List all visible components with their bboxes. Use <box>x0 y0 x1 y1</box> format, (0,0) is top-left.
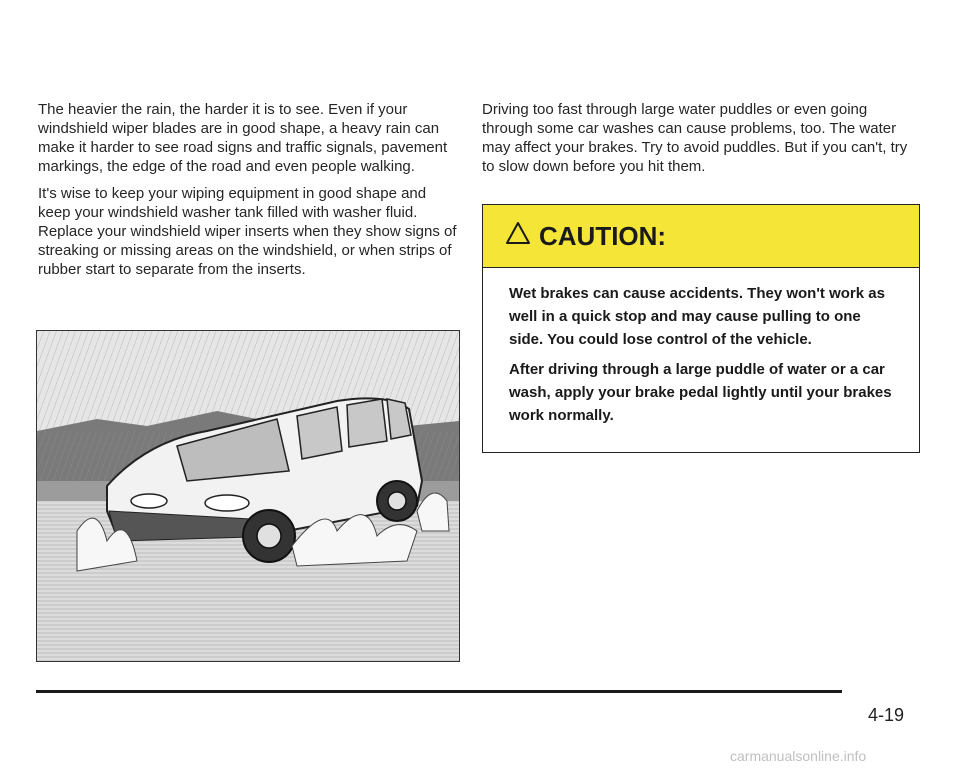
left-paragraph-1: The heavier the rain, the harder it is to see. Even if your windshield wiper blades are in good shape, a heavy rain can make it harder to see road signs and traffic signals, pavement markings, the edge of the road and even people walking. <box>38 101 448 175</box>
right-column <box>482 100 922 184</box>
watermark-text: carmanualsonline.info <box>730 748 867 764</box>
left-column <box>38 100 458 287</box>
caution-header <box>483 205 919 268</box>
page-number: 4-19 <box>868 705 905 725</box>
minivan-illustration-svg <box>37 331 459 661</box>
caution-body <box>483 268 919 427</box>
caution-box <box>482 204 920 453</box>
warning-triangle-icon <box>505 221 531 252</box>
footer-rule <box>36 690 842 693</box>
caution-paragraph-2: After driving through a large puddle of water or a car wash, apply your brake pedal lightly until your brakes work normally. <box>509 361 892 424</box>
caution-title: CAUTION: <box>539 220 667 251</box>
caution-paragraph-1: Wet brakes can cause accidents. They won't work as well in a quick stop and may cause pulling to one side. You could lose control of the vehicle. <box>509 285 885 348</box>
minivan-splash-illustration <box>36 330 460 662</box>
right-paragraph-1: Driving too fast through large water puddles or even going through some car washes can cause problems, too. The water may affect your brakes. Try to avoid puddles. But if you can't, try to slow down before you hit them. <box>482 101 908 175</box>
left-paragraph-2: It's wise to keep your wiping equipment in good shape and keep your windshield washer tank filled with washer fluid. Replace your windshield wiper inserts when they show signs of streaking or missing areas on the windshield, or when strips of rubber start to separate from the inserts. <box>38 185 457 278</box>
